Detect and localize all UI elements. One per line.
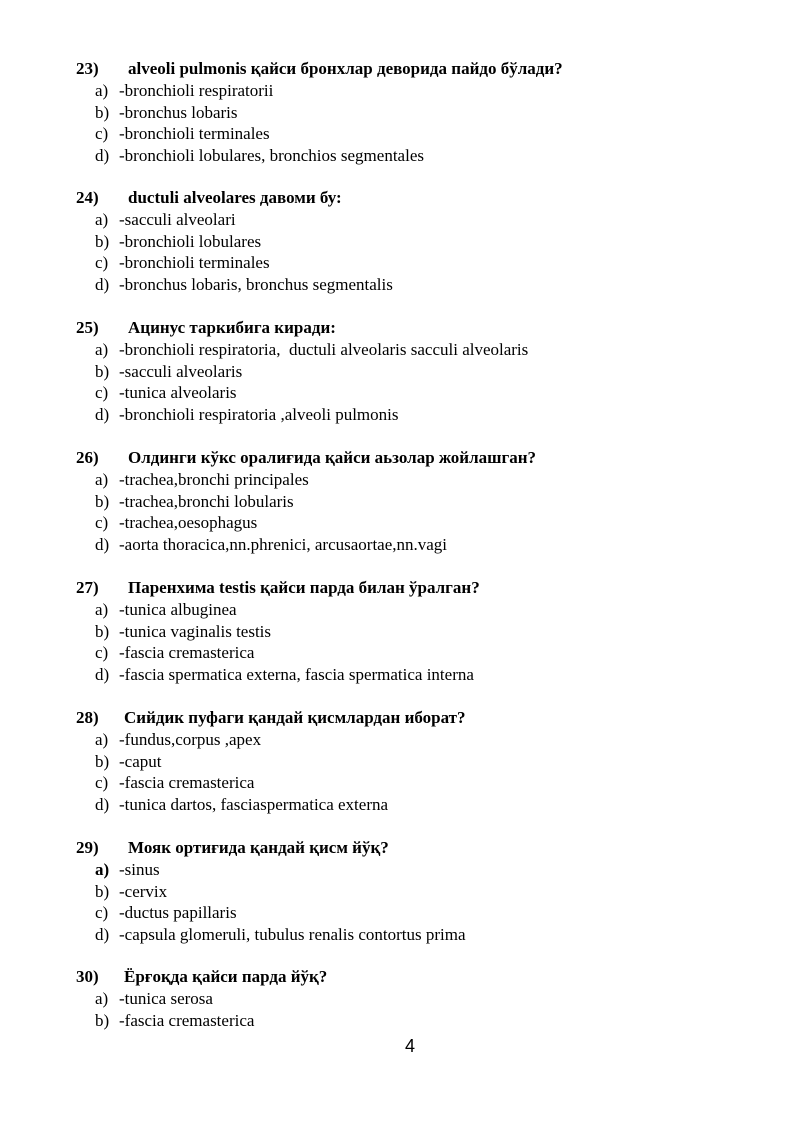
option-text: -fundus,corpus ,apex — [119, 730, 262, 749]
option-text: -fascia spermatica externa, fascia spermatica interna — [119, 665, 474, 685]
option-letter: c) — [95, 903, 109, 923]
option-a — [95, 339, 776, 361]
option-text: -fascia cremasterica — [119, 1010, 255, 1030]
question-number: 24) — [76, 188, 99, 207]
option-letter: c) — [95, 773, 109, 793]
option-text: -tunica albuginea — [119, 600, 237, 619]
option-letter: c) — [95, 253, 109, 273]
question-number: 27) — [76, 578, 99, 597]
option-letter: b) — [95, 231, 110, 251]
question-text: Ацинус таркибига киради: — [128, 318, 336, 337]
option-letter: b) — [95, 102, 110, 122]
option-letter: d) — [95, 535, 110, 555]
option-b — [95, 491, 776, 513]
option-text: -bronchioli respiratoria ,alveoli pulmonis — [119, 405, 399, 425]
option-letter: a) — [95, 340, 109, 359]
option-b — [95, 1010, 776, 1032]
question-heading — [76, 966, 776, 988]
option-letter: b) — [95, 881, 110, 901]
option-text: -cervix — [119, 881, 168, 901]
option-text: -tunica vaginalis testis — [119, 621, 272, 641]
question-heading — [76, 577, 776, 599]
option-d — [95, 145, 776, 167]
option-text: -bronchus lobaris, bronchus segmentalis — [119, 275, 393, 295]
question-26 — [76, 447, 776, 556]
option-b — [95, 102, 776, 124]
question-text: Ёрғоқда қайси парда йўқ? — [124, 967, 328, 986]
question-25 — [76, 317, 776, 426]
option-text: -tunica alveolaris — [119, 383, 237, 403]
option-text: -bronchioli terminales — [119, 124, 270, 144]
option-a — [95, 859, 776, 881]
option-text: -fascia cremasterica — [119, 773, 255, 793]
option-text: -sinus — [119, 860, 160, 879]
option-text: -trachea,bronchi principales — [119, 470, 309, 489]
option-letter: d) — [95, 925, 110, 945]
option-text: -bronchioli lobulares — [119, 231, 262, 251]
option-letter: d) — [95, 275, 110, 295]
question-heading — [76, 58, 776, 80]
question-text: alveoli pulmonis қайси бронхлар деворида пайдо бўлади? — [128, 59, 563, 78]
option-letter: c) — [95, 124, 109, 144]
option-text: -trachea,bronchi lobularis — [119, 491, 294, 511]
option-letter: c) — [95, 383, 109, 403]
option-d — [95, 534, 776, 556]
option-text: -trachea,oesophagus — [119, 513, 258, 533]
option-d — [95, 274, 776, 296]
option-c — [95, 123, 776, 145]
question-number: 26) — [76, 448, 99, 467]
option-d — [95, 924, 776, 946]
question-30 — [76, 966, 776, 1031]
option-a — [95, 599, 776, 621]
option-d — [95, 664, 776, 686]
option-text: -sacculi alveolari — [119, 210, 236, 229]
question-heading — [76, 447, 776, 469]
option-letter: b) — [95, 1010, 110, 1030]
question-text: Мояк ортиғида қандай қисм йўқ? — [128, 838, 389, 857]
option-c — [95, 772, 776, 794]
option-text: -capsula glomeruli, tubulus renalis contortus prima — [119, 925, 466, 945]
option-letter: a) — [95, 470, 109, 489]
option-c — [95, 252, 776, 274]
option-letter: c) — [95, 513, 109, 533]
option-letter: b) — [95, 621, 110, 641]
option-text: -aorta thoracica,nn.phrenici, arcusaortae,nn.vagi — [119, 535, 448, 555]
option-text: -tunica serosa — [119, 989, 213, 1008]
question-heading — [76, 707, 776, 729]
option-a — [95, 209, 776, 231]
question-27 — [76, 577, 776, 686]
option-a — [95, 729, 776, 751]
option-letter: a) — [95, 210, 109, 229]
option-a — [95, 988, 776, 1010]
option-letter: b) — [95, 361, 110, 381]
option-a — [95, 469, 776, 491]
option-text: -bronchus lobaris — [119, 102, 238, 122]
option-letter: a) — [95, 860, 110, 879]
option-letter: a) — [95, 730, 109, 749]
question-28 — [76, 707, 776, 816]
option-text: -bronchioli lobulares, bronchios segmentales — [119, 146, 424, 166]
question-number: 29) — [76, 838, 99, 857]
option-letter: b) — [95, 751, 110, 771]
option-text: -sacculi alveolaris — [119, 361, 243, 381]
option-c — [95, 902, 776, 924]
question-number: 30) — [76, 967, 99, 986]
option-a — [95, 80, 776, 102]
option-b — [95, 361, 776, 383]
option-text: -tunica dartos, fasciaspermatica externa — [119, 795, 389, 815]
option-d — [95, 794, 776, 816]
question-29 — [76, 837, 776, 946]
page-number: 4 — [404, 1036, 415, 1056]
option-text: -bronchioli terminales — [119, 253, 270, 273]
question-text: Сийдик пуфаги қандай қисмлардан иборат? — [124, 708, 466, 727]
option-c — [95, 382, 776, 404]
option-letter: a) — [95, 81, 109, 100]
question-text: Олдинги кўкс оралиғида қайси аьзолар жойлашган? — [128, 448, 536, 467]
option-letter: a) — [95, 989, 109, 1008]
question-text: ductuli alveolares давоми бу: — [128, 188, 342, 207]
option-letter: d) — [95, 795, 110, 815]
question-24 — [76, 187, 776, 296]
option-text: -ductus papillaris — [119, 903, 237, 923]
question-heading — [76, 187, 776, 209]
question-number: 23) — [76, 59, 99, 78]
option-b — [95, 621, 776, 643]
option-c — [95, 512, 776, 534]
option-text: -fascia cremasterica — [119, 643, 255, 663]
option-letter: d) — [95, 665, 110, 685]
question-text: Паренхима testis қайси парда билан ўралган? — [128, 578, 480, 597]
question-heading — [76, 317, 776, 339]
option-letter: b) — [95, 491, 110, 511]
option-d — [95, 404, 776, 426]
option-letter: c) — [95, 643, 109, 663]
option-text: -bronchioli respiratorii — [119, 81, 274, 100]
option-letter: a) — [95, 600, 109, 619]
option-text: -caput — [119, 751, 162, 771]
question-number: 28) — [76, 708, 99, 727]
option-letter: d) — [95, 405, 110, 425]
option-text: -bronchioli respiratoria, ductuli alveolaris sacculi alveolaris — [119, 340, 529, 359]
option-c — [95, 642, 776, 664]
option-b — [95, 231, 776, 253]
option-letter: d) — [95, 146, 110, 166]
question-23 — [76, 58, 776, 167]
option-b — [95, 881, 776, 903]
question-heading — [76, 837, 776, 859]
question-number: 25) — [76, 318, 99, 337]
option-b — [95, 751, 776, 773]
